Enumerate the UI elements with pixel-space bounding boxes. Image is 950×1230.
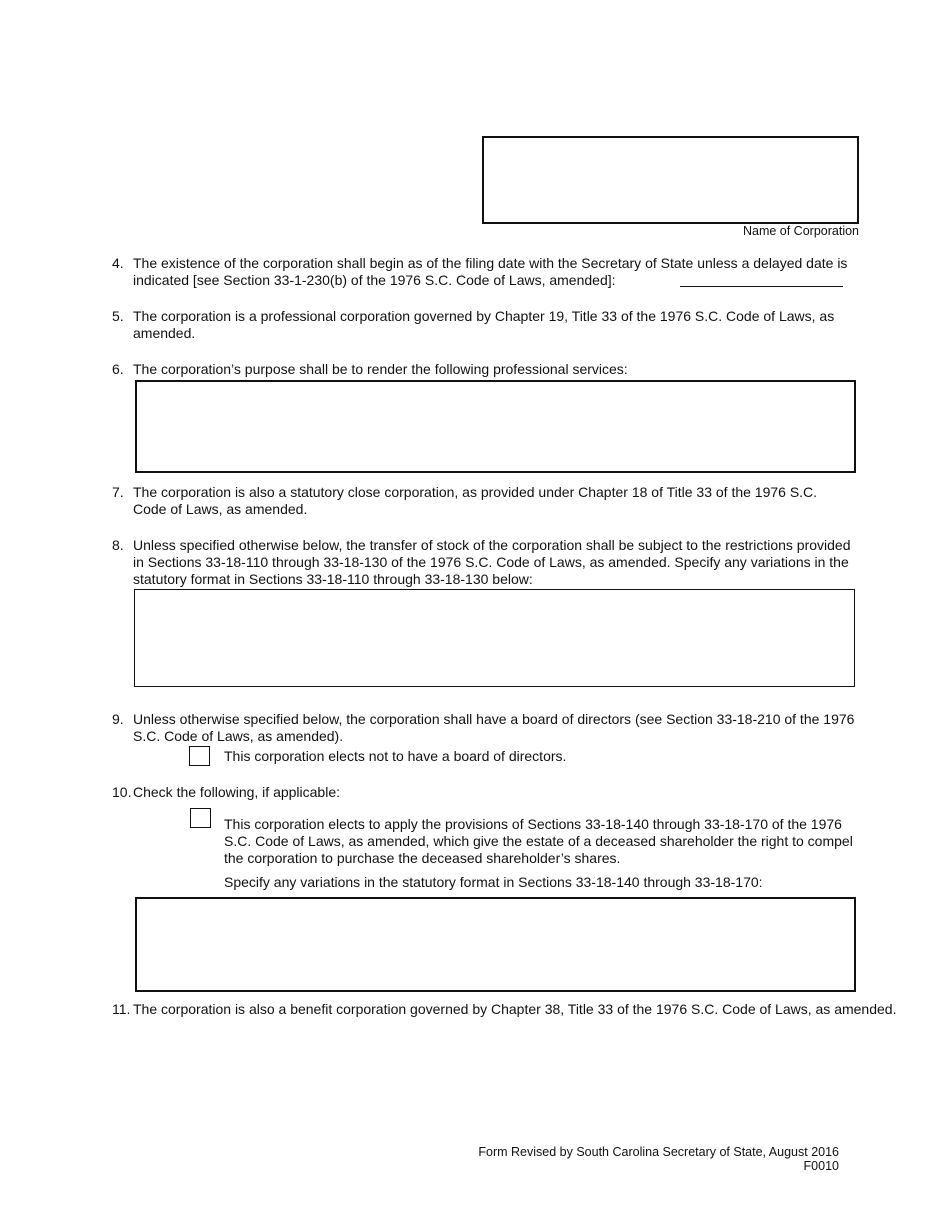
item-number: 10. xyxy=(112,784,132,800)
item-text: The existence of the corporation shall begin as of the filing date with the Secretary of State unless a delayed date is indicated [see Section 33-1-230(b) of the 1976 S.C. Code of Laws, amended]: xyxy=(133,255,848,288)
item-number: 4. xyxy=(112,255,124,271)
item-text: The corporation is also a statutory close corporation, as provided under Chapter 18 of Title 33 of the 1976 S.C. Code of Laws, as amended. xyxy=(133,484,818,517)
item-text: The corporation’s purpose shall be to render the following professional services: xyxy=(133,361,628,377)
item-7 xyxy=(112,484,872,520)
variations-prompt: Specify any variations in the statutory format in Sections 33-18-140 through 33-18-170: xyxy=(224,874,763,890)
item-9 xyxy=(112,711,872,747)
item-5 xyxy=(112,308,872,344)
item-number: 5. xyxy=(112,308,124,324)
item-text: Unless otherwise specified below, the corporation shall have a board of directors (see Section 33-18-210 of the 1976 S.C. Code of Laws, as amended). xyxy=(133,711,855,744)
item-text: The corporation is also a benefit corporation governed by Chapter 38, Title 33 of the 1976 S.C. Code of Laws, as amended. xyxy=(133,1001,897,1017)
professional-services-box[interactable] xyxy=(135,380,856,473)
item-10 xyxy=(112,784,872,802)
form-number: F0010 xyxy=(803,1159,839,1173)
item-text: Check the following, if applicable: xyxy=(133,784,341,800)
item-6 xyxy=(112,361,872,379)
item-number: 6. xyxy=(112,361,124,377)
item-number: 7. xyxy=(112,484,124,500)
item-text: Unless specified otherwise below, the transfer of stock of the corporation shall be subject to the restrictions provided in Sections 33-18-110 through 33-18-130 of the 1976 S.C. Code of Laws, as amended. Specify any variations in the statutory format in Sections 33-18-110 through 33-18-130 below: xyxy=(133,537,851,587)
item-text: The corporation is a professional corporation governed by Chapter 19, Title 33 of the 1976 S.C. Code of Laws, as amended. xyxy=(133,308,835,341)
item-number: 9. xyxy=(112,711,124,727)
deceased-shareholder-label: This corporation elects to apply the provisions of Sections 33-18-140 through 33-18-170 of the 1976 S.C. Code of Laws, as amended, which give the estate of a deceased shareholder the right to compel the corporation to purchase the deceased shareholder’s shares. xyxy=(224,816,853,866)
item-11 xyxy=(112,1001,912,1019)
deceased-shareholder-checkbox[interactable] xyxy=(190,808,211,828)
item-8 xyxy=(112,537,872,591)
name-of-corporation-label: Name of Corporation xyxy=(742,224,859,238)
no-board-label: This corporation elects not to have a board of directors. xyxy=(224,748,567,764)
deceased-shareholder-variations-box[interactable] xyxy=(135,897,856,992)
form-revision-note: Form Revised by South Carolina Secretary of State, August 2016 xyxy=(478,1145,839,1159)
item-number: 11. xyxy=(112,1001,131,1017)
no-board-checkbox[interactable] xyxy=(189,746,210,766)
name-of-corporation-box[interactable] xyxy=(482,136,859,224)
delayed-date-line[interactable] xyxy=(680,286,843,287)
item-number: 8. xyxy=(112,537,124,553)
stock-transfer-variations-box[interactable] xyxy=(134,589,855,687)
